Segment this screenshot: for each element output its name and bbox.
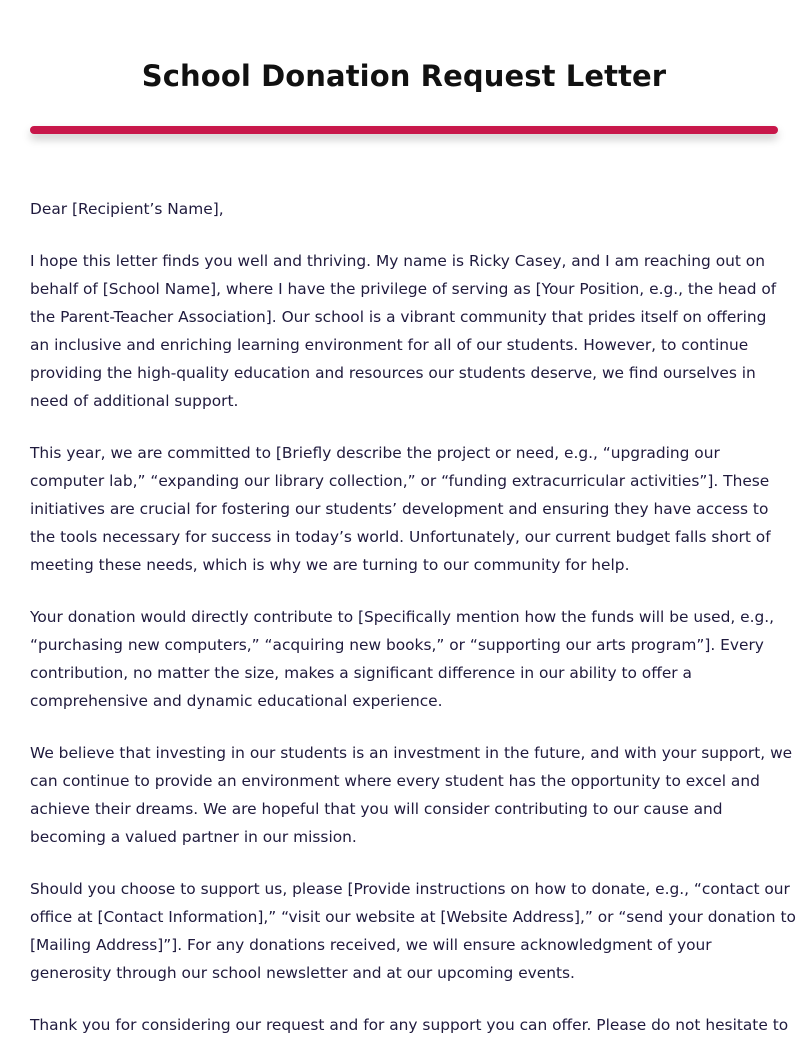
paragraph-line: This year, we are committed to [Briefly describe the project or need, e.g., “upgrading our [30, 444, 720, 462]
paragraph-line: Thank you for considering our request and for any support you can offer. Please do not hesitate to [30, 1016, 789, 1034]
paragraph-line: the tools necessary for success in today’s world. Unfortunately, our current budget falls short of [30, 528, 771, 546]
paragraph-line: generosity through our school newsletter and at our upcoming events. [30, 964, 575, 982]
paragraph-line: the Parent-Teacher Association]. Our school is a vibrant community that prides itself on offering [30, 308, 767, 326]
paragraph-line: contribution, no matter the size, makes a significant difference in our ability to offer a [30, 664, 692, 682]
letter-body [30, 195, 796, 1044]
paragraph-line: initiatives are crucial for fostering our students’ development and ensuring they have access to [30, 500, 769, 518]
paragraph-line: comprehensive and dynamic educational experience. [30, 692, 443, 710]
paragraph-line: [Mailing Address]”]. For any donations received, we will ensure acknowledgment of your [30, 936, 712, 954]
paragraph-line: an inclusive and enriching learning environment for all of our students. However, to continue [30, 336, 749, 354]
paragraph-line: providing the high-quality education and resources our students deserve, we find ourselves in [30, 364, 756, 382]
paragraph-line: office at [Contact Information],” “visit our website at [Website Address],” or “send your donation to [30, 908, 796, 926]
paragraph-line: computer lab,” “expanding our library collection,” or “funding extracurricular activities”]. These [30, 472, 770, 490]
paragraph-line: meeting these needs, which is why we are turning to our community for help. [30, 556, 630, 574]
paragraph-line: becoming a valued partner in our mission. [30, 828, 357, 846]
greeting: Dear [Recipient’s Name], [30, 200, 224, 218]
paragraph-line: I hope this letter finds you well and thriving. My name is Ricky Casey, and I am reaching out on [30, 252, 765, 270]
title-divider [30, 126, 778, 134]
paragraph-line: behalf of [School Name], where I have the privilege of serving as [Your Position, e.g., the head of [30, 280, 777, 298]
paragraph-line: need of additional support. [30, 392, 239, 410]
letter-paragraph [30, 603, 778, 715]
paragraph-line: achieve their dreams. We are hopeful that you will consider contributing to our cause and [30, 800, 723, 818]
paragraph-line: Should you choose to support us, please [Provide instructions on how to donate, e.g., “contact our [30, 880, 790, 898]
letter-paragraph [30, 875, 796, 987]
page-title: School Donation Request Letter [141, 59, 667, 93]
letter-paragraphs [30, 247, 796, 1039]
paragraph-line: We believe that investing in our students is an investment in the future, and with your support, we [30, 744, 793, 762]
letter-paragraph [30, 1011, 789, 1039]
paragraph-line: can continue to provide an environment where every student has the opportunity to excel and [30, 772, 760, 790]
letter-paragraph [30, 739, 793, 851]
letter-paragraph [30, 439, 778, 579]
letter-paragraph [30, 247, 778, 415]
paragraph-line: “purchasing new computers,” “acquiring new books,” or “supporting our arts program”]. Every [30, 636, 764, 654]
paragraph-line: Your donation would directly contribute to [Specifically mention how the funds will be used, e.g., [30, 608, 775, 626]
